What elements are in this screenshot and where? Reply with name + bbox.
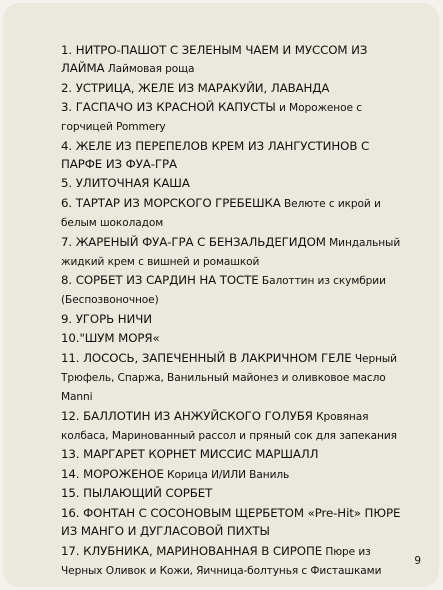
menu-item: [61, 465, 401, 484]
menu-list: [61, 41, 401, 580]
menu-item: [61, 137, 401, 174]
dish-name: 14. МОРОЖЕНОЕ: [61, 466, 164, 481]
dish-description: Пюре из Черных Оливок и Кожи, Яичница-болтунья с Фисташками: [61, 545, 382, 577]
dish-description: и Мороженое с горчицей Pommery: [61, 102, 362, 134]
menu-item: [61, 194, 401, 232]
dish-name: 7. ЖАРЕНЫЙ ФУА-ГРА С БЕНЗАЛЬДЕГИДОМ: [61, 234, 326, 249]
dish-name: 15. ПЫЛАЮЩИЙ СОРБЕТ: [61, 486, 213, 501]
dish-name: 6. ТАРТАР ИЗ МОРСКОГО ГРЕБЕШКА: [61, 195, 281, 210]
menu-item: [61, 79, 401, 98]
dish-description: Корица И/ИЛИ Ваниль: [163, 468, 290, 481]
dish-description: Лаймовая роща: [104, 63, 195, 75]
dish-name: 2. УСТРИЦА, ЖЕЛЕ ИЗ МАРАКУЙИ, ЛАВАНДА: [61, 80, 330, 95]
dish-description: Кровяная колбаса, Маринованный рассол и пряный сок для запекания: [61, 410, 397, 442]
menu-item: [61, 329, 401, 348]
menu-item: [61, 98, 401, 136]
dish-description: Балоттин из скумбрии (Беспозвоночное): [61, 275, 386, 307]
menu-item: [61, 271, 401, 309]
menu-item: [61, 504, 401, 541]
dish-name: 10."ШУМ МОРЯ«: [61, 331, 160, 346]
dish-name: 16. ФОНТАН С СОСОНОВЫМ ЩЕРБЕТОМ «Pre-Hit» ПЮРЕ ИЗ МАНГО И ДУГЛАСОВОЙ ПИХТЫ: [61, 505, 401, 538]
dish-description: Велюте с икрой и белым шоколадом: [61, 197, 381, 229]
menu-item: [61, 41, 401, 78]
menu-item: [61, 233, 401, 271]
dish-name: 11. ЛОСОСЬ, ЗАПЕЧЕННЫЙ В ЛАКРИЧНОМ ГЕЛЕ: [61, 350, 352, 365]
page-number: 9: [414, 555, 421, 567]
menu-item: [61, 542, 401, 580]
menu-item: [61, 174, 401, 193]
dish-name: 4. ЖЕЛЕ ИЗ ПЕРЕПЕЛОВ КРЕМ ИЗ ЛАНГУСТИНОВ С ПАРФЕ ИЗ ФУА-ГРА: [61, 138, 370, 171]
dish-name: 13. МАРГАРЕТ КОРНЕТ МИССИС МАРШАЛЛ: [61, 447, 319, 462]
dish-name: 8. СОРБЕТ ИЗ САРДИН НА ТОСТЕ: [61, 273, 259, 288]
dish-name: 3. ГАСПАЧО ИЗ КРАСНОЙ КАПУСТЫ: [61, 100, 276, 115]
menu-item: [61, 310, 401, 329]
menu-item: [61, 407, 401, 445]
dish-name: 5. УЛИТОЧНАЯ КАША: [61, 176, 190, 191]
dish-name: 9. УГОРЬ НИЧИ: [61, 311, 152, 326]
dish-name: 12. БАЛЛОТИН ИЗ АНЖУЙСКОГО ГОЛУБЯ: [61, 408, 313, 423]
menu-item: [61, 349, 401, 406]
menu-item: [61, 445, 401, 464]
menu-item: [61, 484, 401, 503]
dish-description: Миндальный жидкий крем с вишней и ромашкой: [61, 236, 401, 268]
dish-name: 1. НИТРО-ПАШОТ С ЗЕЛЕНЫМ ЧАЕМ И МУССОМ ИЗ ЛАЙМА: [61, 43, 368, 75]
menu-page: [3, 3, 439, 587]
dish-description: Черный Трюфель, Спаржа, Ванильный майонез и оливковое масло Manni: [61, 352, 397, 403]
dish-name: 17. КЛУБНИКА, МАРИНОВАННАЯ В СИРОПЕ: [61, 543, 323, 558]
